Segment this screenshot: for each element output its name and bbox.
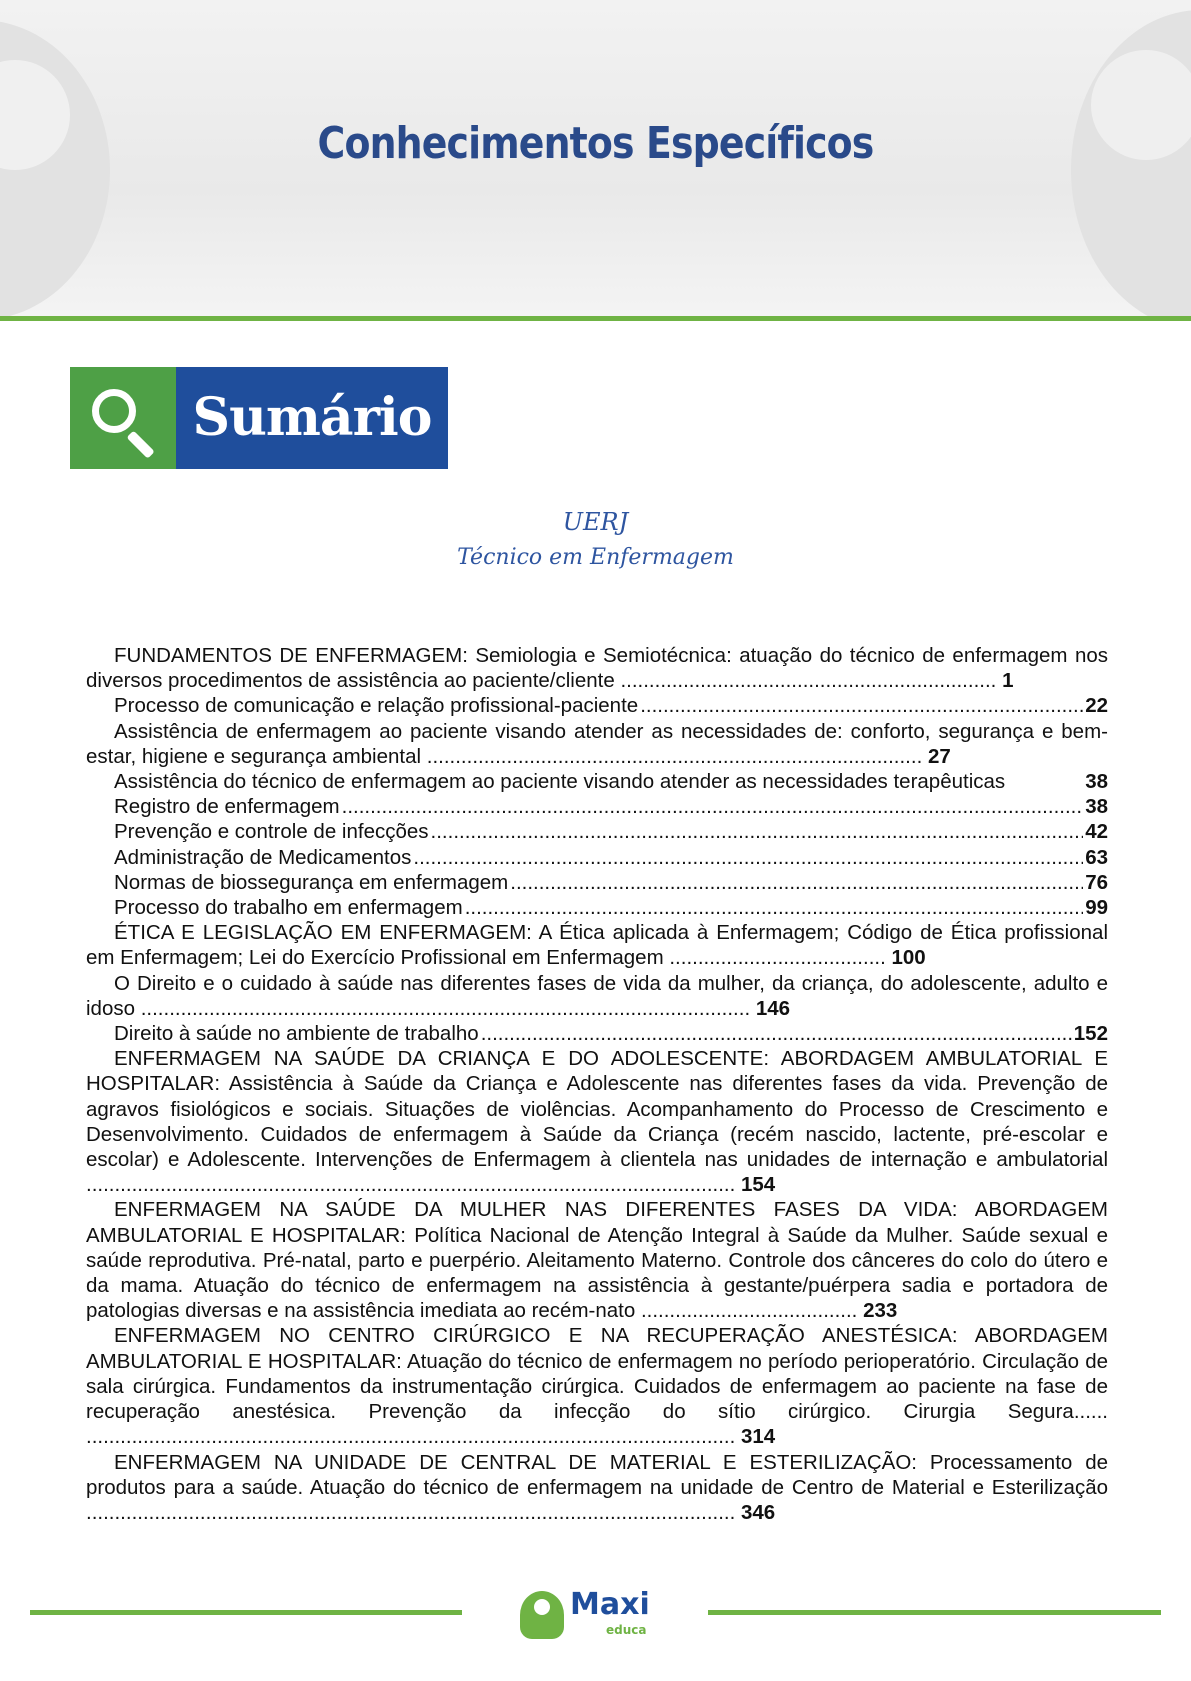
toc-entry-text: Assistência de enfermagem ao paciente visando atender as necessidades de: conforto, segurança e bem-estar, higiene e segurança ambiental	[86, 719, 1108, 768]
toc-entry[interactable]: Assistência de enfermagem ao paciente visando atender as necessidades de: conforto, segurança e bem-estar, higiene e segurança ambiental ....................................................................................... 27	[86, 719, 1108, 768]
toc-entry-text: Processo de comunicação e relação profissional-paciente	[114, 694, 639, 718]
toc-entry[interactable]: ÉTICA E LEGISLAÇÃO EM ENFERMAGEM: A Ética aplicada à Enfermagem; Código de Ética profissional em Enfermagem; Lei do Exercício Profissional em Enfermagem ...................................... 100	[86, 921, 1108, 970]
toc-entry-page: 152	[1073, 1022, 1108, 1046]
toc-entry[interactable]	[86, 794, 1108, 819]
dot-leader	[413, 845, 1083, 870]
logo-brand: Maxi	[570, 1587, 650, 1622]
toc-entry-page: 99	[1085, 896, 1108, 920]
toc-entry-text: Assistência do técnico de enfermagem ao paciente visando atender as necessidades terapêuticas	[114, 770, 1006, 794]
toc-entry[interactable]: FUNDAMENTOS DE ENFERMAGEM: Semiologia e Semiotécnica: atuação do técnico de enfermagem nos diversos procedimentos de assistência ao paciente/cliente .................................................................. 1	[86, 644, 1108, 693]
toc-entry-text: Administração de Medicamentos	[114, 845, 412, 869]
toc-entry-text: FUNDAMENTOS DE ENFERMAGEM: Semiologia e Semiotécnica: atuação do técnico de enfermagem nos diversos procedimentos de assistência ao paciente/cliente	[86, 644, 1108, 693]
dot-leader	[640, 693, 1083, 718]
summary-banner	[70, 367, 448, 469]
dot-leader	[510, 870, 1083, 895]
toc-entry-text: Normas de biossegurança em enfermagem	[114, 870, 509, 894]
toc-entry-page: 22	[1085, 694, 1108, 718]
toc-entry-page: 27	[927, 744, 951, 768]
toc-entry-page: 76	[1085, 870, 1108, 894]
toc-entry[interactable]	[86, 693, 1108, 718]
toc-entry[interactable]	[86, 769, 1108, 794]
organization-name: UERJ	[562, 508, 629, 536]
magnifier-icon	[70, 367, 176, 469]
toc-entry[interactable]: ENFERMAGEM NA SAÚDE DA CRIANÇA E DO ADOLESCENTE: ABORDAGEM AMBULATORIAL E HOSPITALAR: Assistência à Saúde da Criança e Adolescente nas diferentes fases da vida. Prevenção de agravos fisiológicos e sociais. Situações de violências. Acompanhamento do Processo de Crescimento e Desenvolvimento. Cuidados de enfermagem à Saúde da Criança (recém nascido, lactente, pré-escolar e escolar) e Adolescente. Intervenções de Enfermagem à clientela nas unidades de internação e ambulatorial .................................................................................................................. 154	[86, 1047, 1108, 1197]
toc-entry[interactable]	[86, 1021, 1108, 1046]
dot-leader	[465, 895, 1084, 920]
toc-entry-text: Processo do trabalho em enfermagem	[114, 896, 463, 920]
summary-heading: Sumário	[176, 367, 448, 469]
logo-mark-icon	[520, 1591, 564, 1639]
toc-entry-page: 100	[891, 946, 926, 970]
toc-entry-page: 1	[1002, 669, 1014, 693]
logo-subtitle: educa	[606, 1623, 647, 1637]
toc-entry[interactable]	[86, 845, 1108, 870]
toc-entry[interactable]	[86, 895, 1108, 920]
toc-entry-text: Direito à saúde no ambiente de trabalho	[114, 1022, 479, 1046]
toc-entry-text: Prevenção e controle de infecções	[114, 820, 429, 844]
toc-entry-page: 63	[1085, 845, 1108, 869]
page-title: Conhecimentos Específicos	[317, 118, 874, 169]
toc-entry-page: 314	[741, 1425, 776, 1449]
footer-divider	[30, 1610, 462, 1615]
dot-leader	[342, 794, 1084, 819]
toc-entry-page: 38	[1085, 795, 1108, 819]
toc-entry[interactable]: ENFERMAGEM NA SAÚDE DA MULHER NAS DIFERENTES FASES DA VIDA: ABORDAGEM AMBULATORIAL E HOSPITALAR: Política Nacional de Atenção Integral à Saúde da Mulher. Saúde sexual e saúde reprodutiva. Pré-natal, parto e puerpério. Aleitamento Materno. Controle dos cânceres do colo do útero e da mama. Atuação do técnico de enfermagem na assistência à gestante/puérpera sadia e portadora de patologias diversas e na assistência imediata ao recém-nato ...................................... 233	[86, 1198, 1108, 1323]
dot-leader	[431, 819, 1084, 844]
toc-entry-text: ENFERMAGEM NA UNIDADE DE CENTRAL DE MATERIAL E ESTERILIZAÇÃO: Processamento de produtos para a saúde. Atuação do técnico de enfermagem na unidade de Centro de Material e Esterilização	[86, 1450, 1108, 1499]
maxi-educa-logo	[520, 1585, 670, 1645]
toc-entry[interactable]: ENFERMAGEM NO CENTRO CIRÚRGICO E NA RECUPERAÇÃO ANESTÉSICA: ABORDAGEM AMBULATORIAL E HOSPITALAR: Atuação do técnico de enfermagem no período perioperatório. Circulação de sala cirúrgica. Fundamentos da instrumentação cirúrgica. Cuidados de enfermagem ao paciente na fase de recuperação anestésica. Prevenção da infecção do sítio cirúrgico. Cirurgia Segura...... .................................................................................................................. 314	[86, 1324, 1108, 1449]
dot-leader	[481, 1021, 1072, 1046]
toc-entry-page: 38	[1085, 770, 1108, 794]
toc-entry-page: 154	[741, 1173, 776, 1197]
toc-entry-page: 346	[741, 1500, 776, 1524]
header-divider	[0, 316, 1191, 321]
footer-divider	[708, 1610, 1161, 1615]
toc-entry[interactable]: ENFERMAGEM NA UNIDADE DE CENTRAL DE MATERIAL E ESTERILIZAÇÃO: Processamento de produtos para a saúde. Atuação do técnico de enfermagem na unidade de Centro de Material e Esterilização .................................................................................................................. 346	[86, 1450, 1108, 1524]
toc-entry-page: 42	[1085, 820, 1108, 844]
toc-entry-text: O Direito e o cuidado à saúde nas diferentes fases de vida da mulher, da criança, do adolescente, adulto e idoso	[86, 971, 1108, 1020]
toc-entry[interactable]	[86, 870, 1108, 895]
toc-entry[interactable]: O Direito e o cuidado à saúde nas diferentes fases de vida da mulher, da criança, do adolescente, adulto e idoso ........................................................................................................... 146	[86, 971, 1108, 1020]
toc-entry-page: 146	[755, 996, 791, 1020]
toc-entry[interactable]	[86, 819, 1108, 844]
table-of-contents	[86, 643, 1108, 1525]
course-name: Técnico em Enfermagem	[457, 545, 734, 570]
toc-entry-text: ENFERMAGEM NA SAÚDE DA CRIANÇA E DO ADOLESCENTE: ABORDAGEM AMBULATORIAL E HOSPITALAR: Assistência à Saúde da Criança e Adolescente nas diferentes fases da vida. Prevenção de agravos fisiológicos e sociais. Situações de violências. Acompanhamento do Processo de Crescimento e Desenvolvimento. Cuidados de enfermagem à Saúde da Criança (recém nascido, lactente, pré-escolar e escolar) e Adolescente. Intervenções de Enfermagem à clientela nas unidades de internação e ambulatorial	[86, 1047, 1108, 1172]
toc-entry-text: ENFERMAGEM NA SAÚDE DA MULHER NAS DIFERENTES FASES DA VIDA: ABORDAGEM AMBULATORIAL E HOSPITALAR: Política Nacional de Atenção Integral à Saúde da Mulher. Saúde sexual e saúde reprodutiva. Pré-natal, parto e puerpério. Aleitamento Materno. Controle dos cânceres do colo do útero e da mama. Atuação do técnico de enfermagem na assistência à gestante/puérpera sadia e portadora de patologias diversas e na assistência imediata ao recém-nato	[86, 1198, 1108, 1323]
page-header	[0, 0, 1191, 318]
toc-entry-text: Registro de enfermagem	[114, 795, 340, 819]
toc-entry-text: ENFERMAGEM NO CENTRO CIRÚRGICO E NA RECUPERAÇÃO ANESTÉSICA: ABORDAGEM AMBULATORIAL E HOSPITALAR: Atuação do técnico de enfermagem no período perioperatório. Circulação de sala cirúrgica. Fundamentos da instrumentação cirúrgica. Cuidados de enfermagem ao paciente na fase de recuperação anestésica. Prevenção da infecção do sítio cirúrgico. Cirurgia Segura......	[86, 1324, 1108, 1424]
toc-entry-page: 233	[863, 1299, 898, 1323]
toc-entry-text: ÉTICA E LEGISLAÇÃO EM ENFERMAGEM: A Ética aplicada à Enfermagem; Código de Ética profissional em Enfermagem; Lei do Exercício Profissional em Enfermagem	[86, 921, 1108, 970]
